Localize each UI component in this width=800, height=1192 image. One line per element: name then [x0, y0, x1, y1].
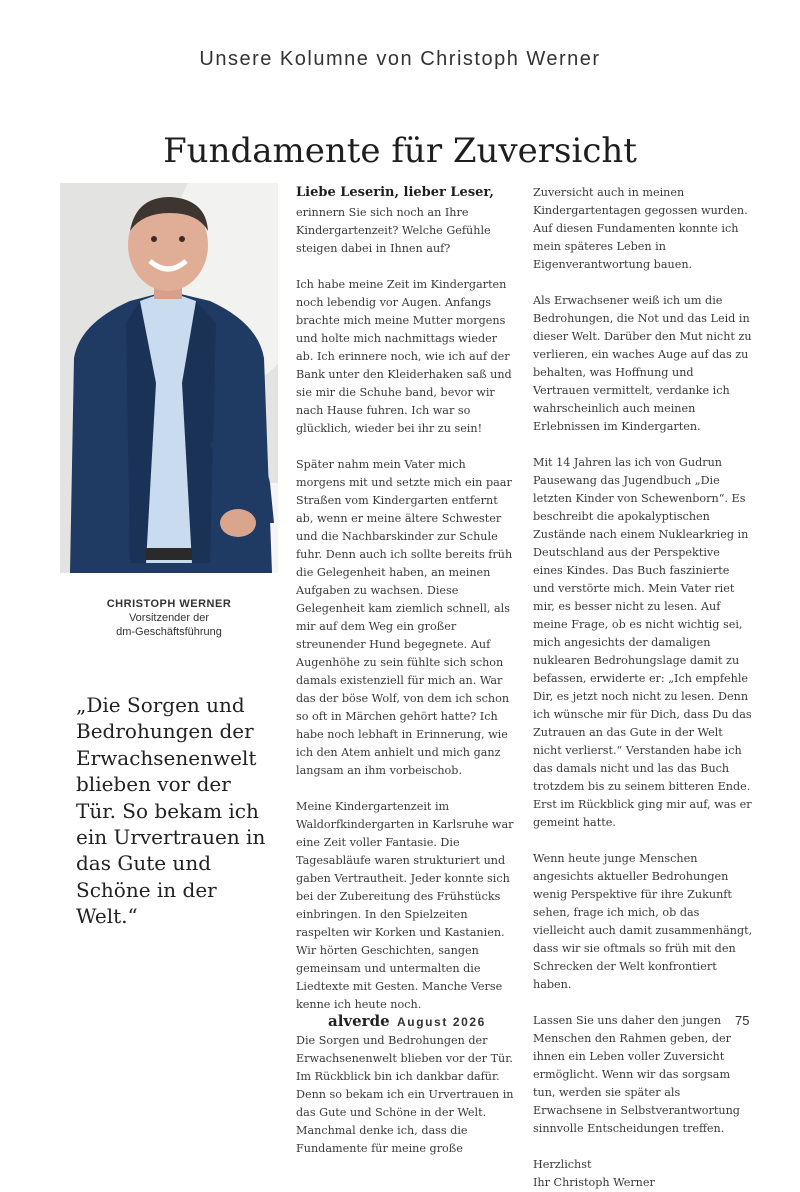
paragraph: Später nahm mein Vater mich morgens mit und setzte mich ein paar Straßen vom Kindergarten entfernt ab, wenn er meine ältere Schwester und die Nachbarskinder zur Schule fuhr. Denn auch ich sollte bereits früh die Gelegenheit haben, an meinen Aufgaben zu wachsen. Diese Gelegenheit kam ziemlich schnell, als mir auf dem Weg ein großer streunender Hund begegnete. Auf Augenhöhe zu sein fühlte sich schon damals existenziell für mich an. War das der böse Wolf, von dem ich schon so oft in Märchen gehört hatte? Ich habe noch lebhaft in Erinnerung, wie ich den Atem anhielt und mich ganz langsam an ihm vorbeischob.	[296, 458, 513, 777]
closing: Herzlichst	[533, 1158, 592, 1171]
paragraph: Lassen Sie uns daher den jungen Menschen den Rahmen geben, der ihnen ein Leben voller Zuversicht ermöglicht. Wenn wir das sorgsam tun, werden sie später als Erwachsene in Selbstverantwortung sinnvolle Entscheidungen treffen.	[533, 1014, 740, 1135]
paragraph: Ich habe meine Zeit im Kindergarten noch lebendig vor Augen. Anfangs brachte mich meine Mutter morgens und holte mich nachmittags wieder ab. Ich erinnere noch, wie ich auf der Bank unter den Kleiderhaken saß und sie mir die Schuhe band, bevor wir nach Hause fuhren. Ich war so glücklich, wieder bei ihr zu sein!	[296, 278, 512, 435]
paragraph: Wenn heute junge Menschen angesichts aktueller Bedrohungen wenig Perspektive für ihre Zukunft sehen, frage ich mich, ob das vielleicht auch damit zusammenhängt, dass wir sie oftmals so früh mit den Schrecken der Welt konfrontiert haben.	[533, 852, 753, 991]
portrait-illustration	[60, 183, 278, 573]
paragraph: erinnern Sie sich noch an Ihre Kindergartenzeit? Welche Gefühle steigen dabei in Ihnen auf?	[296, 206, 491, 255]
paragraph: Zuversicht auch in meinen Kindergartentagen gegossen wurden. Auf diesen Fundamenten konnte ich mein späteres Leben in Eigenverantwortung bauen.	[533, 186, 748, 271]
issue-date: August 2026	[397, 1015, 486, 1029]
paragraph: Meine Kindergartenzeit im Waldorfkindergarten in Karlsruhe war eine Zeit voller Fantasie. Die Tagesabläufe waren strukturiert und gaben Vertrautheit. Jeder konnte sich bei der Zubereitung des Frühstücks einbringen. In den Spielzeiten raspelten wir Korken und Kastanien. Wir hörten Geschichten, sangen gemeinsam und untermalten die Liedtexte mit Gesten. Manche Verse kenne ich heute noch.	[296, 800, 514, 1011]
signature: Ihr Christoph Werner	[533, 1176, 655, 1189]
caption-name: CHRISTOPH WERNER	[106, 598, 232, 610]
signature-block	[533, 1156, 753, 1192]
paragraph: Mit 14 Jahren las ich von Gudrun Pausewang das Jugendbuch „Die letzten Kinder von Schewenborn“. Es beschreibt die apokalyptischen Zustände nach einem Nuklearkrieg in Deutschland aus der Perspektive eines Kindes. Das Buch faszinierte und verstörte mich. Mein Vater riet mir, es besser nicht zu lesen. Auf meine Frage, ob es nicht wichtig sei, mich angesichts der damaligen nuklearen Bedrohungslage damit zu befassen, erwiderte er: „Ich empfehle Dir, es jetzt noch nicht zu lesen. Denn ich wünsche mir für Dich, dass Du das Zutrauen an das Gute in der Welt nicht verlierst.“ Verstanden habe ich das damals nicht und las das Buch trotzdem bis zu seinem bitteren Ende. Erst im Rückblick ging mir auf, was er gemeint hatte.	[533, 456, 752, 829]
brand-logo: alverde	[328, 1012, 390, 1030]
article-column-right	[533, 184, 753, 1192]
pull-quote-text: „Die Sorgen und Bedrohungen der Erwachsenenwelt blieben vor der Tür. So bekam ich ein Urvertrauen in das Gute und Schöne in der Welt.“	[76, 693, 266, 929]
paragraph: Als Erwachsener weiß ich um die Bedrohungen, die Not und das Leid in dieser Welt. Darüber den Mut nicht zu verlieren, ein waches Auge auf das zu behalten, was Hoffnung und Vertrauen vermittelt, verdanke ich wahrscheinlich auch meinen Erlebnissen im Kindergarten.	[533, 294, 752, 433]
salutation: Liebe Leserin, lieber Leser,	[296, 185, 494, 200]
author-photo	[60, 183, 278, 573]
column-kicker: Unsere Kolumne von Christoph Werner	[199, 48, 601, 70]
caption-role-line-1: Vorsitzender der	[128, 612, 210, 624]
paragraph: Die Sorgen und Bedrohungen der Erwachsenenwelt blieben vor der Tür. Im Rückblick bin ich dankbar dafür. Denn so bekam ich ein Urvertrauen in das Gute und Schöne in der Welt. Manchmal denke ich, dass die Fundamente für meine große	[296, 1034, 514, 1155]
caption-role-line-2: dm-Geschäftsführung	[116, 626, 222, 638]
page-number: 75	[735, 1013, 750, 1028]
pull-quote	[76, 692, 276, 930]
page-title: Fundamente für Zuversicht	[163, 130, 637, 171]
photo-caption	[60, 597, 278, 639]
page-footer	[0, 1012, 800, 1032]
